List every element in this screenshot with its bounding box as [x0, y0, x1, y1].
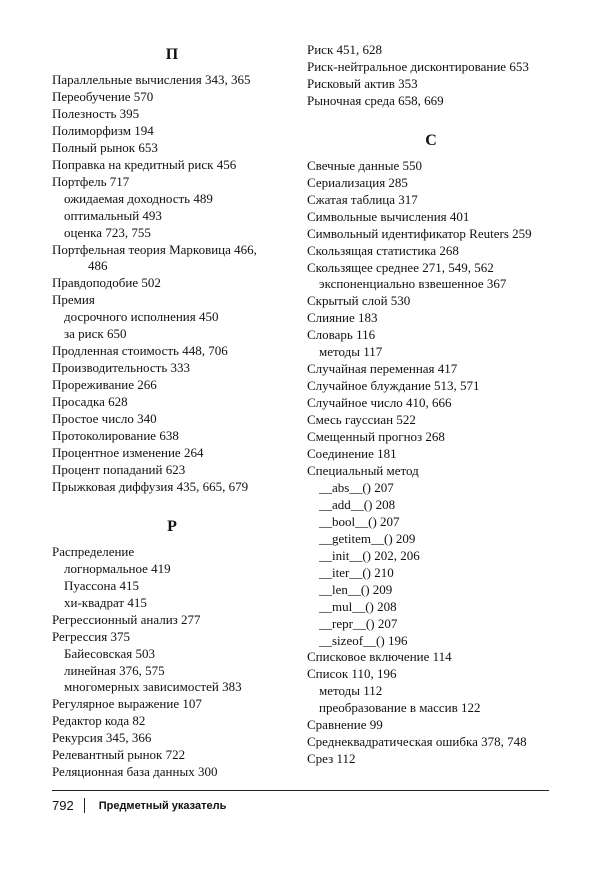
index-entry: Смесь гауссиан 522 [307, 412, 416, 428]
index-entry: Соединение 181 [307, 446, 397, 462]
index-subentry: логнормальное 419 [64, 560, 171, 576]
running-section-title: Предметный указатель [98, 799, 227, 812]
index-entry: Процентное изменение 264 [52, 444, 204, 460]
index-entry: Риск-нейтральное дисконтирование 653 [307, 58, 529, 74]
index-subentry: Байесовская 503 [64, 645, 156, 661]
index-subentry: оптимальный 493 [64, 207, 162, 223]
index-letter-heading: П [165, 46, 179, 63]
index-entry: Рисковый актив 353 [307, 75, 418, 91]
index-entry: Процент попаданий 623 [52, 461, 186, 477]
index-entry: Регрессия 375 [52, 628, 130, 644]
index-entry: Простое число 340 [52, 411, 157, 427]
index-entry: Среднеквадратическая ошибка 378, 748 [307, 734, 527, 750]
index-subentry: за риск 650 [64, 326, 127, 342]
index-entry: Переобучение 570 [52, 88, 154, 104]
index-entry: Прореживание 266 [52, 377, 157, 393]
index-subentry: методы 117 [319, 344, 383, 360]
index-entry: Редактор кода 82 [52, 713, 146, 729]
index-subentry: __repr__() 207 [319, 615, 398, 631]
index-subentry: __getitem__() 209 [319, 530, 416, 546]
index-entry: Реляционная база данных 300 [52, 764, 218, 780]
index-entry: Сжатая таблица 317 [307, 191, 418, 207]
index-entry: Протоколирование 638 [52, 428, 179, 444]
index-subentry: __bool__() 207 [319, 513, 400, 529]
index-entry: Релевантный рынок 722 [52, 747, 186, 763]
index-entry: Риск 451, 628 [307, 42, 383, 57]
index-letter-heading: Р [167, 517, 177, 535]
index-subentry: методы 112 [319, 683, 383, 699]
index-entry: Прыжковая диффузия 435, 665, 679 [52, 478, 249, 494]
index-entry: Распределение [52, 543, 135, 559]
index-entry: Слияние 183 [307, 310, 378, 326]
index-entry: Регулярное выражение 107 [52, 696, 202, 712]
index-entry: Свечные данные 550 [307, 157, 422, 173]
index-subentry: линейная 376, 575 [64, 662, 165, 678]
index-entry: Параллельные вычисления 343, 365 [52, 72, 251, 87]
index-subentry: __abs__() 207 [319, 479, 394, 495]
index-entry: Списковое включение 114 [307, 649, 452, 665]
index-subentry: преобразование в массив 122 [319, 700, 481, 716]
index-entry: Срез 112 [307, 751, 356, 767]
footer-separator [84, 798, 85, 813]
index-subentry: __init__() 202, 206 [319, 547, 420, 563]
index-column-right [307, 42, 555, 768]
index-subentry: __sizeof__() 196 [319, 632, 408, 648]
index-letter-heading: С [425, 131, 437, 149]
index-subentry: оценка 723, 755 [64, 224, 151, 240]
index-entry: Сериализация 285 [307, 174, 408, 190]
section-gap [307, 110, 555, 128]
index-entry: Поправка на кредитный риск 456 [52, 156, 237, 172]
index-subentry: ожидаемая доходность 489 [64, 190, 213, 206]
index-entry: Словарь 116 [307, 327, 376, 343]
index-subentry: Пуассона 415 [64, 577, 140, 593]
index-subentry: экспоненциально взвешенное 367 [319, 276, 507, 292]
footer-rule [52, 790, 549, 791]
index-subentry: досрочного исполнения 450 [64, 309, 219, 325]
index-entry: Продленная стоимость 448, 706 [52, 343, 228, 359]
index-subentry: хи-квадрат 415 [64, 594, 147, 610]
index-entry: Полиморфизм 194 [52, 122, 154, 138]
index-entry: Случайная переменная 417 [307, 361, 458, 377]
index-entry: Просадка 628 [52, 394, 128, 410]
index-entry: Список 110, 196 [307, 666, 397, 682]
page-number: 792 [52, 798, 74, 813]
index-entry: Скрытый слой 530 [307, 293, 411, 309]
section-gap [52, 496, 292, 514]
index-entry: Символьный идентификатор Reuters 259 [307, 225, 532, 241]
index-entry: Символьные вычисления 401 [307, 208, 470, 224]
index-entry: Скользящая статистика 268 [307, 242, 459, 258]
index-entry: Премия [52, 292, 95, 308]
index-entry: Правдоподобие 502 [52, 275, 161, 291]
index-entry-continuation: 486 [88, 258, 108, 274]
index-entry: Портфельная теория Марковица 466, [52, 241, 257, 257]
index-entry: Сравнение 99 [307, 717, 383, 733]
index-subentry: многомерных зависимостей 383 [64, 679, 242, 695]
index-subentry: __add__() 208 [319, 496, 396, 512]
index-entry: Рыночная среда 658, 669 [307, 92, 444, 108]
index-entry: Полный рынок 653 [52, 139, 158, 155]
index-entry: Рекурсия 345, 366 [52, 730, 152, 746]
index-entry: Случайное число 410, 666 [307, 395, 452, 411]
index-subentry: __len__() 209 [319, 581, 393, 597]
index-subentry: __iter__() 210 [319, 564, 394, 580]
index-column-left [52, 42, 292, 781]
index-entry: Скользящее среднее 271, 549, 562 [307, 259, 494, 275]
index-entry: Производительность 333 [52, 360, 191, 376]
index-entry: Портфель 717 [52, 173, 130, 189]
index-entry: Специальный метод [307, 462, 419, 478]
index-subentry: __mul__() 208 [319, 598, 397, 614]
index-entry: Регрессионный анализ 277 [52, 611, 201, 627]
index-entry: Случайное блуждание 513, 571 [307, 378, 480, 394]
index-entry: Полезность 395 [52, 105, 140, 121]
index-entry: Смещенный прогноз 268 [307, 429, 445, 445]
footer-row [52, 798, 226, 813]
